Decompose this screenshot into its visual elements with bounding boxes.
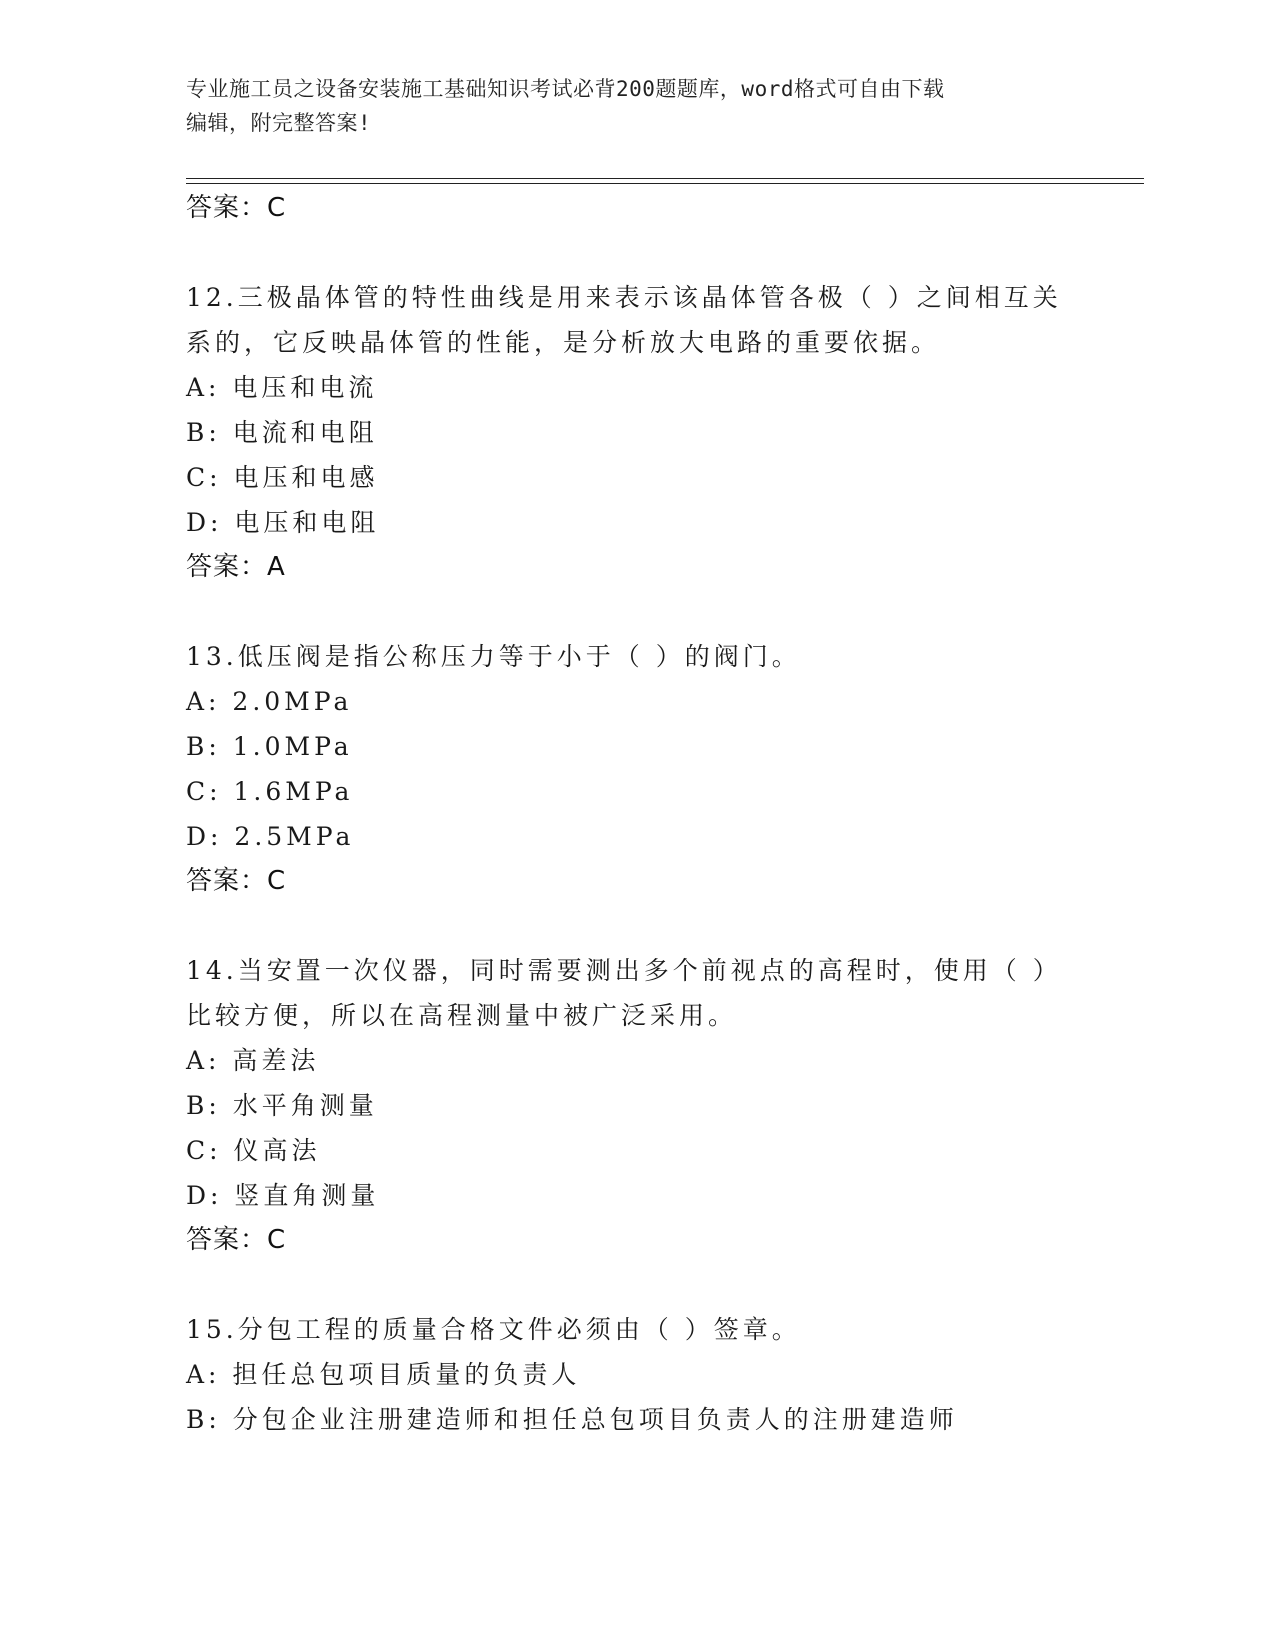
previous-answer: 答案：C bbox=[186, 193, 287, 223]
question-12 bbox=[186, 275, 1086, 590]
document-header bbox=[186, 72, 1086, 140]
option-c: C: 电压和电感 bbox=[186, 463, 379, 492]
option-a: A: 担任总包项目质量的负责人 bbox=[186, 1360, 581, 1389]
answer: 答案：C bbox=[186, 1225, 287, 1255]
header-divider-top bbox=[186, 178, 1144, 179]
header-divider-bottom bbox=[186, 183, 1144, 184]
header-line-1: 专业施工员之设备安装施工基础知识考试必背200题题库，word格式可自由下载 bbox=[186, 77, 945, 101]
question-text-line: 15.分包工程的质量合格文件必须由（ ）签章。 bbox=[186, 1315, 801, 1344]
document-body bbox=[186, 186, 1086, 1442]
answer: 答案：A bbox=[186, 552, 286, 582]
answer: 答案：C bbox=[186, 866, 287, 896]
question-14 bbox=[186, 948, 1086, 1263]
option-a: A: 高差法 bbox=[186, 1046, 320, 1075]
option-a: A: 2.0MPa bbox=[186, 687, 353, 716]
question-text-line: 系的，它反映晶体管的性能，是分析放大电路的重要依据。 bbox=[186, 328, 941, 357]
option-d: D: 电压和电阻 bbox=[186, 508, 380, 537]
question-text-line: 14.当安置一次仪器，同时需要测出多个前视点的高程时，使用（ ） bbox=[186, 956, 1062, 985]
option-d: D: 竖直角测量 bbox=[186, 1181, 380, 1210]
option-a: A: 电压和电流 bbox=[186, 373, 378, 402]
option-c: C: 1.6MPa bbox=[186, 777, 354, 806]
question-text-line: 13.低压阀是指公称压力等于小于（ ）的阀门。 bbox=[186, 642, 801, 671]
question-text-line: 比较方便，所以在高程测量中被广泛采用。 bbox=[186, 1001, 738, 1030]
option-d: D: 2.5MPa bbox=[186, 822, 355, 851]
option-c: C: 仪高法 bbox=[186, 1136, 321, 1165]
question-text-line: 12.三极晶体管的特性曲线是用来表示该晶体管各极（ ）之间相互关 bbox=[186, 283, 1062, 312]
header-line-2: 编辑，附完整答案! bbox=[186, 111, 372, 135]
question-15 bbox=[186, 1307, 1086, 1442]
option-b: B: 电流和电阻 bbox=[186, 418, 378, 447]
option-b: B: 水平角测量 bbox=[186, 1091, 378, 1120]
option-b: B: 1.0MPa bbox=[186, 732, 353, 761]
question-13 bbox=[186, 634, 1086, 904]
option-b: B: 分包企业注册建造师和担任总包项目负责人的注册建造师 bbox=[186, 1405, 958, 1434]
